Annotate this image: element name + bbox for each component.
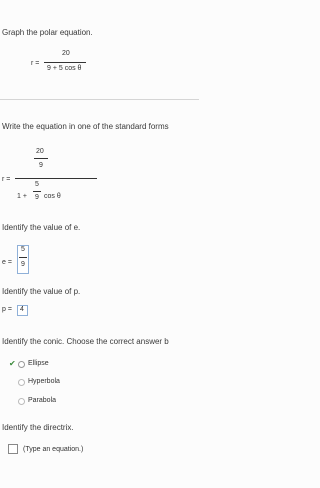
eccentricity-lhs: e = [2,259,12,266]
check-icon: ✔ [9,359,16,368]
directrix-placeholder: (Type an equation.) [23,446,84,453]
standard-form-den-suffix: cos θ [44,193,61,200]
equation-lhs: r = [31,60,40,67]
option-ellipse-label: Ellipse [28,360,49,367]
standard-form-instruction: Write the equation in one of the standard forms [2,122,169,131]
directrix-answer-box[interactable] [8,444,18,454]
eccentricity-bar [19,257,27,258]
conic-label: Identify the conic. Choose the correct answer b [2,337,169,346]
radio-ellipse[interactable] [18,361,25,368]
standard-form-den-frac-bottom: 9 [35,194,39,201]
p-value-label: Identify the value of p. [2,287,81,296]
standard-form-den-frac-top: 5 [35,181,39,188]
equation-denominator: 9 + 5 cos θ [47,65,82,72]
radio-hyperbola[interactable] [18,379,25,386]
eccentricity-bottom: 9 [21,261,25,268]
radio-parabola[interactable] [18,398,25,405]
standard-form-num-bottom: 9 [39,162,43,169]
p-value-lhs: p = [2,306,12,313]
standard-form-num-top: 20 [36,148,44,155]
p-value-value: 4 [20,306,24,313]
equation-numerator: 20 [62,50,70,57]
option-hyperbola-label: Hyperbola [28,378,60,385]
standard-form-num-bar [34,158,48,159]
standard-form-lhs: r = [2,176,11,183]
section-divider [0,99,199,100]
directrix-label: Identify the directrix. [2,423,74,432]
eccentricity-top: 5 [21,246,25,253]
eccentricity-label: Identify the value of e. [2,223,81,232]
prompt-text: Graph the polar equation. [2,28,93,37]
equation-fraction-bar [44,62,86,63]
standard-form-den-prefix: 1 + [17,193,27,200]
standard-form-main-bar [15,178,97,179]
option-parabola-label: Parabola [28,397,57,404]
standard-form-den-frac-bar [33,191,41,192]
